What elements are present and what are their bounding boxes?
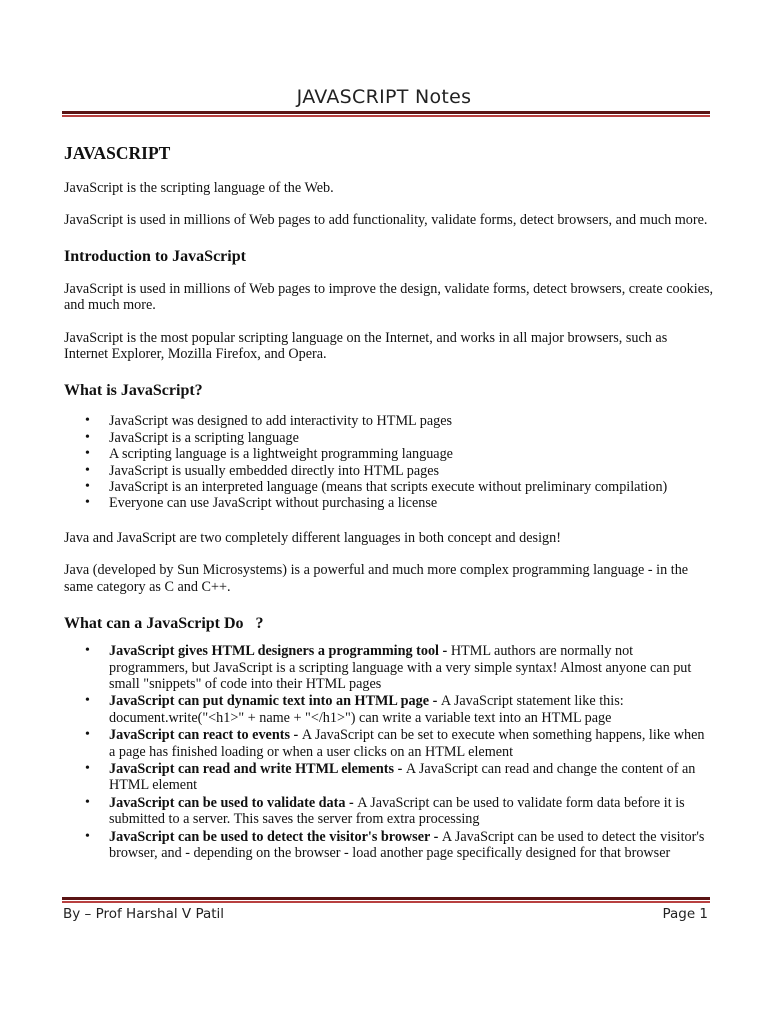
paragraph: JavaScript is used in millions of Web pages to add functionality, validate forms, detect browsers, and much more. [64,212,708,229]
footer-rule-dark [62,897,710,900]
list-item-lead: JavaScript can read and write HTML elements - [109,760,406,777]
list-item-lead: JavaScript can be used to validate data - [109,794,358,811]
list-item-text: A JavaScript can be used to validate form data before it is submitted to a server. This saves the server from extra processing [109,794,685,828]
what-can-list [64,643,714,861]
list-item [64,795,714,828]
footer-rule [62,897,710,903]
paragraph: Java (developed by Sun Microsystems) is a powerful and much more complex programming language - in the same category as C and C++. [64,562,689,595]
what-is-list [64,413,714,511]
list-item-text: A JavaScript can be used to detect the visitor's browser, and - depending on the browser - load another page specifically designed for that browser [109,828,705,861]
list-item [64,643,714,692]
list-item: • JavaScript is an interpreted language (means that scripts execute without preliminary compilation) [64,479,714,495]
heading-javascript: JAVASCRIPT [64,143,171,163]
list-item-lead: JavaScript can react to events - [109,727,302,744]
heading-what-can-text: What can a JavaScript Do ? [64,615,264,633]
header-rule [62,111,710,117]
footer-rule-light [62,901,710,903]
footer-author: By – Prof Harshal V Patil [63,906,225,922]
header-rule-dark [62,111,710,114]
document-body [64,143,714,879]
list-item-lead: JavaScript gives HTML designers a programming tool - [109,643,451,660]
list-item: • JavaScript is usually embedded directly into HTML pages [64,463,714,479]
paragraph: JavaScript is used in millions of Web pages to improve the design, validate forms, detect browsers, create cookies, and much more. [64,280,714,314]
header-rule-light [62,115,710,117]
paragraph: JavaScript is the most popular scripting language on the Internet, and works in all major browsers, such as Internet Explorer, Mozilla Firefox, and Opera. [64,329,668,363]
list-item [64,727,714,760]
list-item-text: A JavaScript statement like this: document.write("<h1>" + name + "</h1>") can write a variable text into an HTML page [109,693,624,726]
footer-page-number: Page 1 [662,906,708,922]
heading-what-can-javascript-do [64,615,714,633]
list-item: • JavaScript was designed to add interactivity to HTML pages [64,413,714,429]
list-item: • A scripting language is a lightweight programming language [64,446,714,462]
page-header-title: JAVASCRIPT Notes [296,86,472,108]
list-item-lead: JavaScript can be used to detect the visitor's browser - [109,828,442,845]
list-item: • Everyone can use JavaScript without purchasing a license [64,495,714,511]
heading-what-is-javascript: What is JavaScript? [64,382,203,400]
list-item [64,761,714,794]
list-item-text: A JavaScript can be set to execute when something happens, like when a page has finished loading or when a user clicks on an HTML element [109,727,705,760]
paragraph: JavaScript is the scripting language of the Web. [64,180,334,196]
list-item [64,693,714,726]
list-item [64,829,714,862]
list-item-text: HTML authors are normally not programmers, but JavaScript is a scripting language with a very simple syntax! Almost anyone can put small "snippets" of code into their HTML pages [109,643,692,692]
list-item: • JavaScript is a scripting language [64,430,714,446]
heading-introduction: Introduction to JavaScript [64,247,246,265]
paragraph: Java and JavaScript are two completely different languages in both concept and design! [64,529,561,546]
list-item-text: A JavaScript can read and change the content of an HTML element [109,760,696,794]
list-item-lead: JavaScript can put dynamic text into an HTML page - [109,693,441,710]
